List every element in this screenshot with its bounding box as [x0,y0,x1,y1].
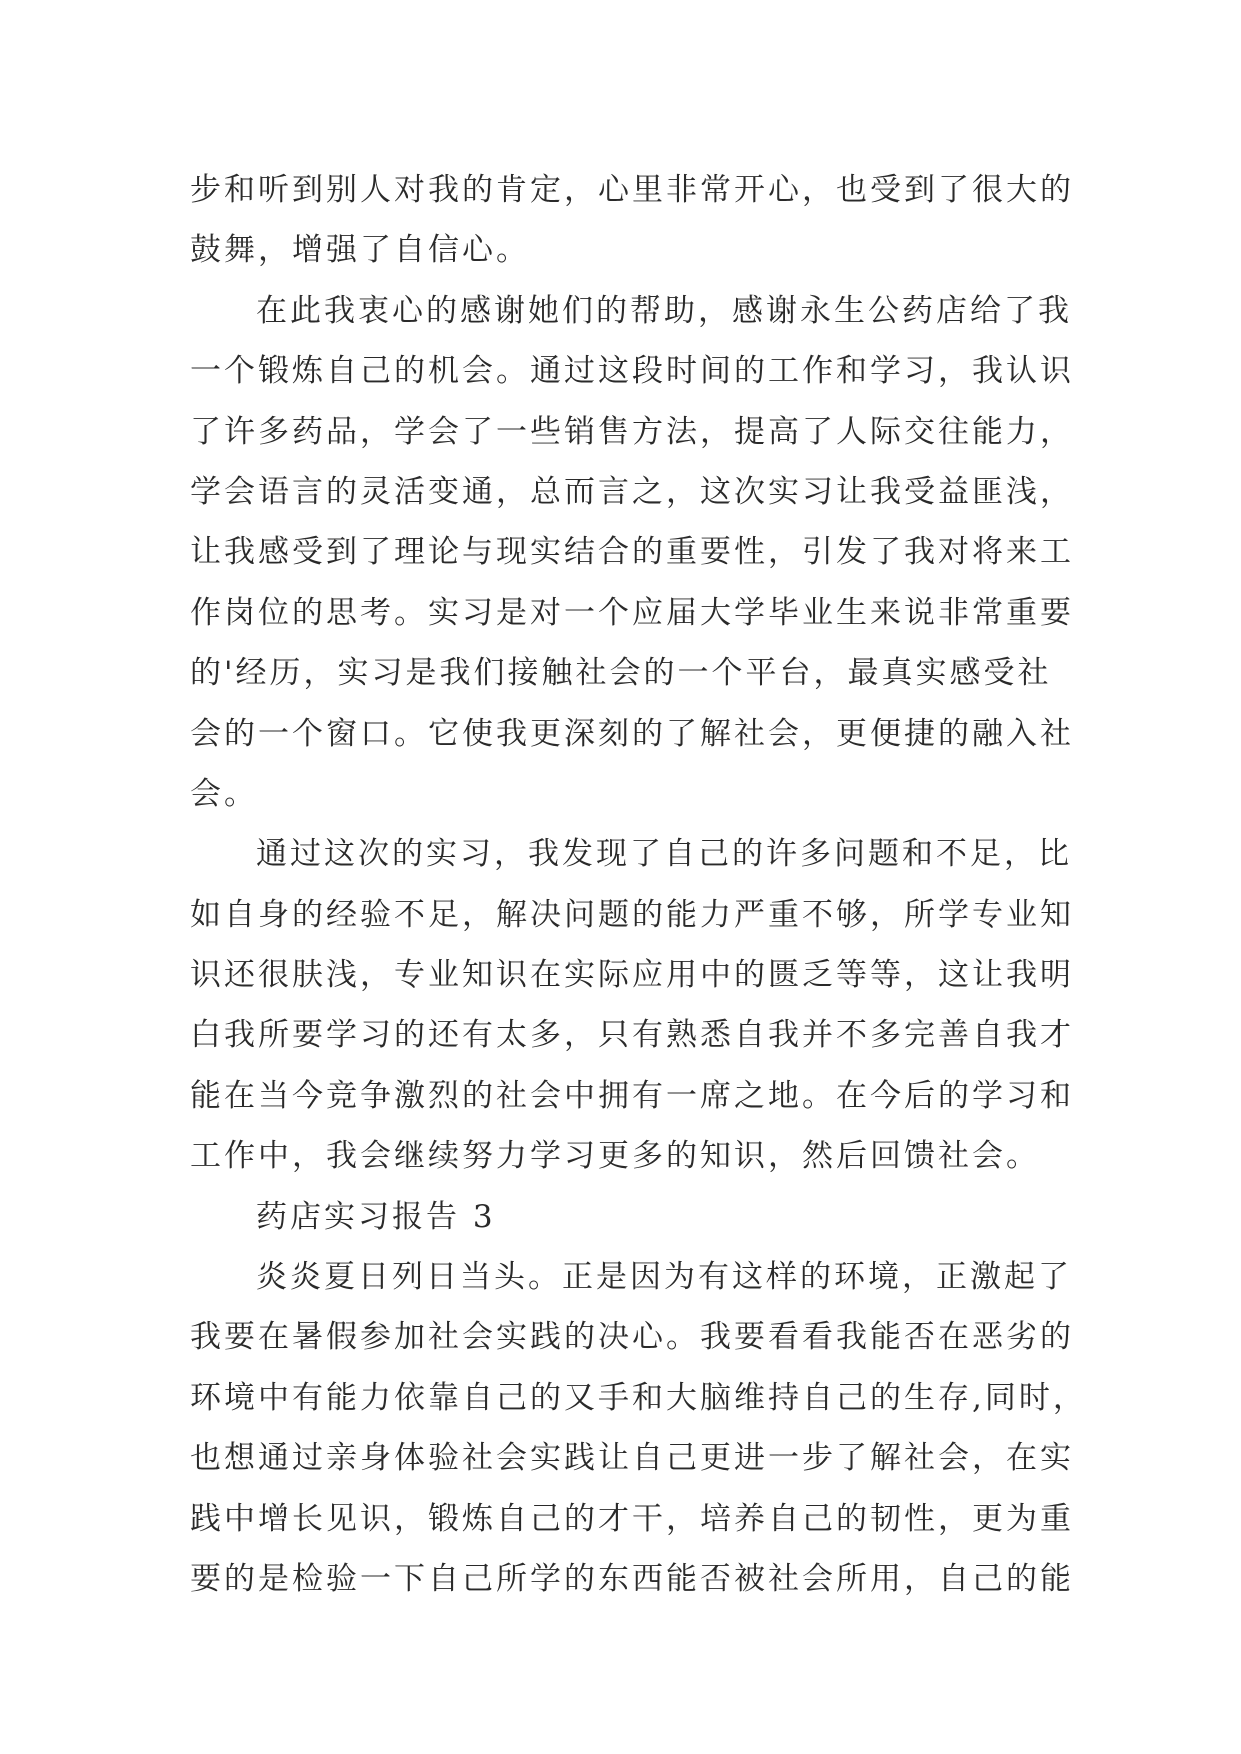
text-line: 会。 [190,775,258,812]
text-line: 让我感受到了理论与现实结合的重要性，引发了我对将来工 [190,534,1074,571]
text-line: 的'经历，实习是我们接触社会的一个平台，最真实感受社 [190,655,1052,692]
text-line: 会的一个窗口。它使我更深刻的了解社会，更便捷的融入社 [190,715,1074,752]
paragraph-start-line: 通过这次的实习，我发现了自己的许多问题和不足，比 [256,836,1072,873]
text-line: 鼓舞，增强了自信心。 [190,232,530,269]
text-line: 践中增长见识，锻炼自己的才干，培养自己的韧性，更为重 [190,1500,1074,1537]
text-line: 也想通过亲身体验社会实践让自己更进一步了解社会，在实 [190,1440,1074,1477]
text-line: 了许多药品，学会了一些销售方法，提高了人际交往能力， [190,413,1074,450]
text-line: 工作中，我会继续努力学习更多的知识，然后回馈社会。 [190,1138,1040,1175]
text-line: 能在当今竞争激烈的社会中拥有一席之地。在今后的学习和 [190,1077,1074,1114]
text-line: 步和听到别人对我的肯定，心里非常开心，也受到了很大的 [190,172,1074,208]
text-line: 一个锻炼自己的机会。通过这段时间的工作和学习，我认识 [190,353,1074,390]
text-line: 学会语言的灵活变通，总而言之，这次实习让我受益匪浅， [190,473,1074,510]
text-line: 要的是检验一下自己所学的东西能否被社会所用，自己的能 [190,1560,1074,1597]
text-line: 识还很肤浅，专业知识在实际应用中的匮乏等等，这让我明 [190,957,1074,994]
text-line: 作岗位的思考。实习是对一个应届大学毕业生来说非常重要 [190,594,1074,631]
paragraph-start-line: 炎炎夏日列日当头。正是因为有这样的环境，正激起了 [256,1259,1072,1296]
text-line: 白我所要学习的还有太多，只有熟悉自我并不多完善自我才 [190,1017,1074,1054]
text-line: 环境中有能力依靠自己的又手和大脑维持自己的生存,同时， [190,1379,1087,1416]
paragraph-start-line: 在此我衷心的感谢她们的帮助，感谢永生公药店给了我 [256,292,1072,329]
text-line: 我要在暑假参加社会实践的决心。我要看看我能否在恶劣的 [190,1319,1074,1356]
text-line: 如自身的经验不足，解决问题的能力严重不够，所学专业知 [190,896,1074,933]
body-text [190,160,1087,1609]
section-heading: 药店实习报告 3 [256,1198,496,1235]
